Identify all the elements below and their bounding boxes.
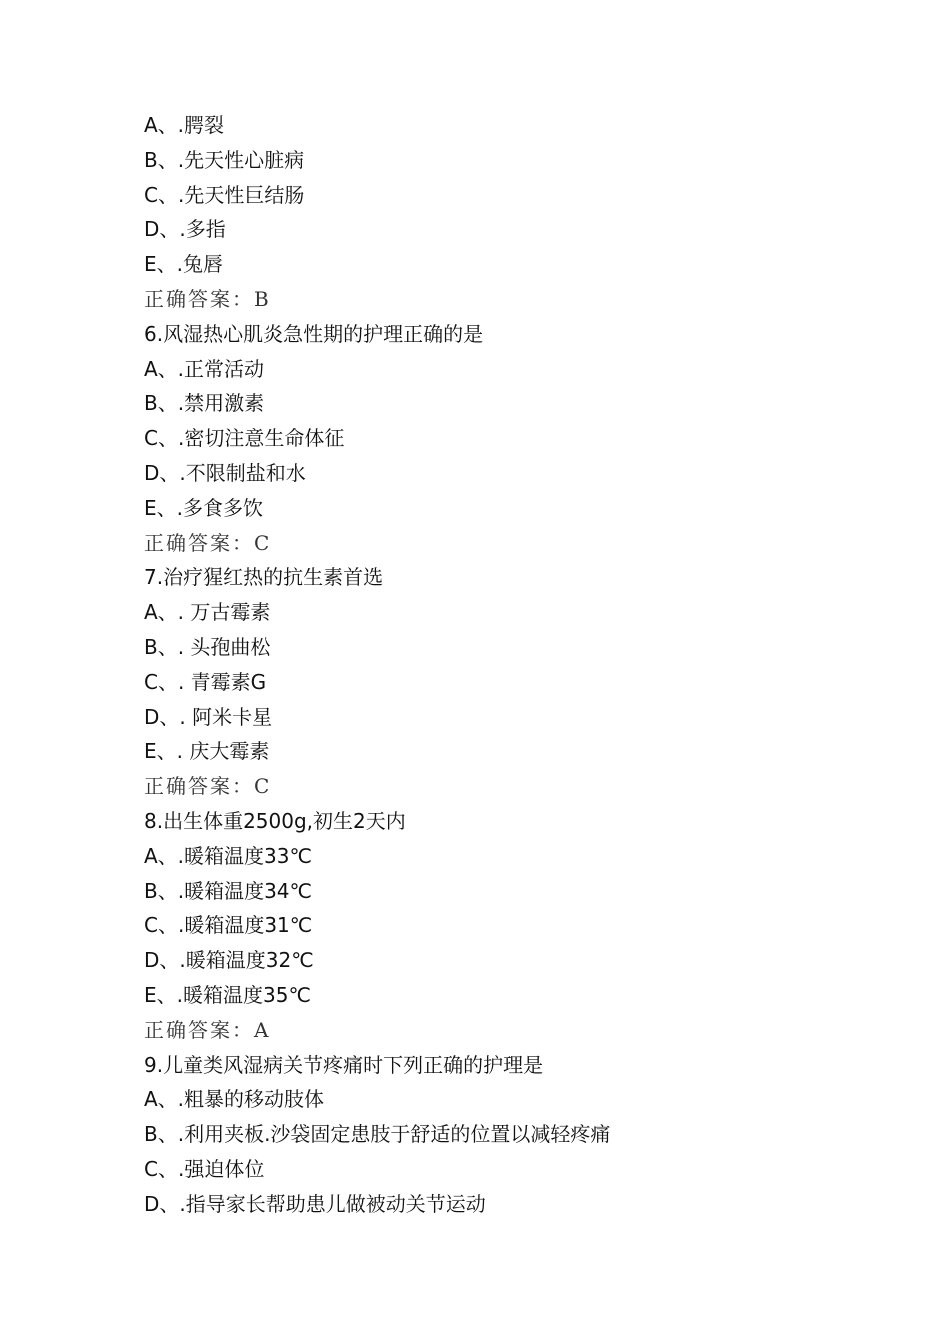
q9-option-a: A、.粗暴的移动肢体 (144, 1087, 325, 1112)
question-9: 9.儿童类风湿病关节疼痛时下列正确的护理是 (144, 1052, 544, 1077)
q6-option-d: D、.不限制盐和水 (144, 460, 306, 485)
option-a-cleft-palate: A、.腭裂 (144, 113, 225, 137)
q8-option-a: A、.暖箱温度33℃ (144, 843, 312, 868)
q8-option-e: E、.暖箱温度35℃ (144, 982, 311, 1007)
answer-q7: 正确答案：C (144, 774, 272, 799)
q6-option-a: A、.正常活动 (144, 356, 265, 381)
q8-option-d: D、.暖箱温度32℃ (144, 948, 314, 973)
q6-option-e: E、.多食多饮 (144, 495, 263, 520)
q7-option-b: B、. 头孢曲松 (144, 634, 271, 659)
question-7: 7.治疗猩红热的抗生素首选 (144, 565, 384, 590)
q7-option-d: D、. 阿米卡星 (144, 704, 273, 729)
answer-q6: 正确答案：C (144, 530, 272, 555)
option-b-congenital-heart-disease: B、.先天性心脏病 (144, 147, 305, 172)
q7-option-a: A、. 万古霉素 (144, 600, 271, 625)
q8-option-b: B、.暖箱温度34℃ (144, 878, 312, 903)
question-list (144, 108, 904, 1222)
option-d-polydactyly: D、.多指 (144, 217, 226, 242)
option-c-hirschsprung: C、.先天性巨结肠 (144, 182, 305, 207)
q9-option-b: B、.利用夹板.沙袋固定患肢于舒适的位置以减轻疼痛 (144, 1122, 611, 1147)
question-8: 8.出生体重2500g,初生2天内 (144, 808, 406, 833)
q7-option-c: C、. 青霉素G (144, 669, 267, 694)
q9-option-c: C、.强迫体位 (144, 1156, 265, 1181)
q6-option-c: C、.密切注意生命体征 (144, 426, 345, 451)
q9-option-d: D、.指导家长帮助患儿做被动关节运动 (144, 1191, 486, 1216)
option-e-cleft-lip: E、.兔唇 (144, 252, 223, 277)
answer-q8: 正确答案：A (144, 1017, 271, 1042)
q8-option-c: C、.暖箱温度31℃ (144, 913, 313, 938)
question-6: 6.风湿热心肌炎急性期的护理正确的是 (144, 321, 484, 346)
answer-q5: 正确答案：B (144, 286, 271, 311)
q7-option-e: E、. 庆大霉素 (144, 739, 270, 764)
q6-option-b: B、.禁用激素 (144, 391, 265, 416)
